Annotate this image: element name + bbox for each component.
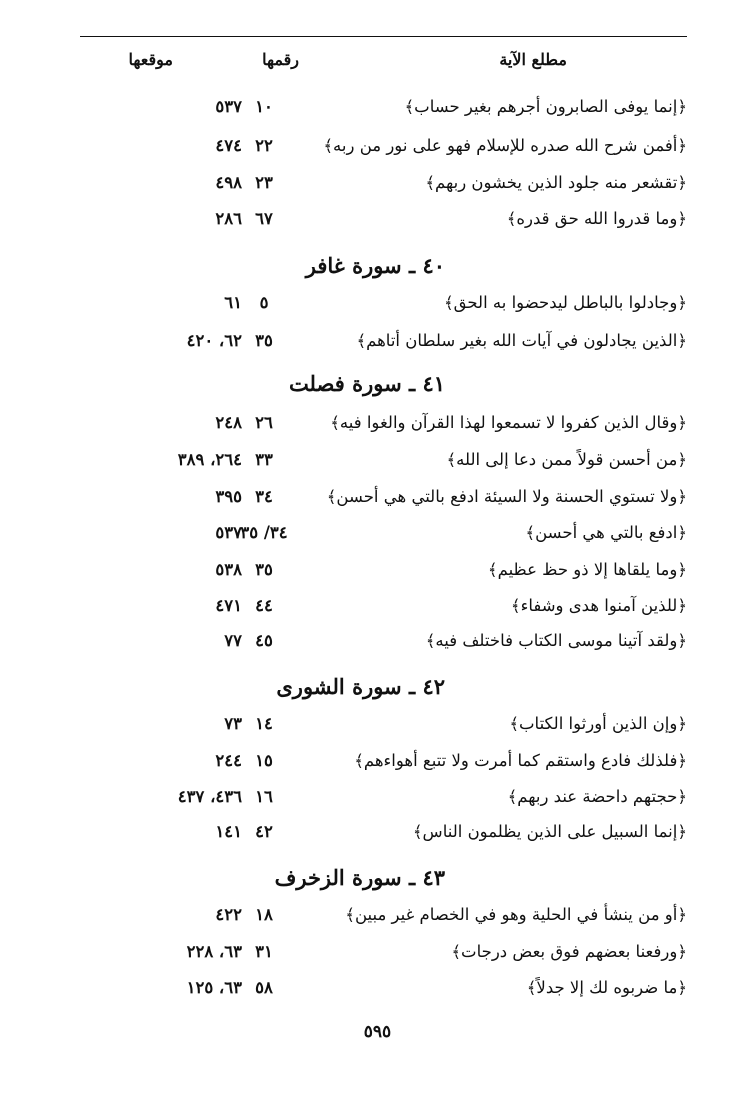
header-verse-label: مطلع الآية bbox=[499, 50, 567, 69]
verse-number: ٣٣ bbox=[255, 450, 273, 469]
table-row bbox=[80, 129, 687, 163]
table-row bbox=[80, 553, 687, 587]
page-location: ٤٣٦، ٤٣٧ bbox=[177, 787, 242, 806]
verse-opening: ﴿تقشعر منه جلود الذين يخشون ربهم﴾ bbox=[425, 173, 687, 192]
page-location: ٦٢، ٤٢٠ bbox=[186, 331, 242, 350]
page-location: ١٤١ bbox=[215, 822, 242, 841]
surah-title: ٤١ ـ سورة فصلت bbox=[288, 371, 445, 396]
verse-number: ٣٥ bbox=[255, 331, 273, 350]
verse-number: ٤٤ bbox=[255, 596, 273, 615]
page-location: ٥٣٧ bbox=[215, 97, 242, 116]
verse-opening: ﴿إنما السبيل على الذين يظلمون الناس﴾ bbox=[412, 822, 687, 841]
page-location: ٢٤٤ bbox=[215, 751, 242, 770]
verse-number: ١٦ bbox=[255, 787, 273, 806]
verse-number: ٣٤ bbox=[255, 487, 273, 506]
verse-number: ٣١ bbox=[255, 942, 273, 961]
table-row bbox=[80, 624, 687, 658]
page-location: ٢٤٨ bbox=[215, 413, 242, 432]
verse-number: ٣٥ bbox=[255, 560, 273, 579]
verse-opening: ﴿إنما يوفى الصابرون أجرهم بغير حساب﴾ bbox=[404, 97, 687, 116]
verse-opening: ﴿وإن الذين أورثوا الكتاب﴾ bbox=[509, 714, 687, 733]
table-row bbox=[80, 815, 687, 849]
verse-opening: ﴿أو من ينشأ في الحلية وهو في الخصام غير مبين﴾ bbox=[345, 905, 687, 924]
page-location: ٧٣ bbox=[224, 714, 242, 733]
table-row bbox=[80, 707, 687, 741]
page-location: ٢٦٤، ٣٨٩ bbox=[177, 450, 242, 469]
verse-number: ٢٣ bbox=[255, 173, 273, 192]
verse-number: ٤٢ bbox=[255, 822, 273, 841]
table-row bbox=[80, 324, 687, 358]
verse-number: ٥٨ bbox=[255, 978, 273, 997]
verse-number: ١٨ bbox=[255, 905, 273, 924]
surah-title: ٤٠ ـ سورة غافر bbox=[305, 253, 445, 278]
table-row bbox=[80, 744, 687, 778]
verse-opening: ﴿أفمن شرح الله صدره للإسلام فهو على نور من ربه﴾ bbox=[323, 136, 687, 155]
verse-opening: ﴿وقال الذين كفروا لا تسمعوا لهذا القرآن والغوا فيه﴾ bbox=[330, 413, 687, 432]
page-location: ٤٧٤ bbox=[215, 136, 242, 155]
page-location: ٤٧١ bbox=[215, 596, 242, 615]
verse-opening: ﴿ورفعنا بعضهم فوق بعض درجات﴾ bbox=[451, 942, 687, 961]
verse-opening: ﴿فلذلك فادع واستقم كما أمرت ولا تتبع أهواءهم﴾ bbox=[354, 751, 687, 770]
page-location: ٦١ bbox=[224, 293, 242, 312]
verse-opening: ﴿وما قدروا الله حق قدره﴾ bbox=[506, 209, 687, 228]
page-location: ٢٨٦ bbox=[215, 209, 242, 228]
verse-number: ٢٦ bbox=[255, 413, 273, 432]
page-location: ٣٩٥ bbox=[215, 487, 242, 506]
page-location: ٤٢٢ bbox=[215, 905, 242, 924]
page-location: ٤٩٨ bbox=[215, 173, 242, 192]
table-row bbox=[80, 90, 687, 124]
page-location: ٦٣، ١٢٥ bbox=[186, 978, 242, 997]
table-row bbox=[80, 516, 687, 550]
surah-title: ٤٢ ـ سورة الشورى bbox=[276, 674, 445, 699]
verse-opening: ﴿الذين يجادلون في آيات الله بغير سلطان أتاهم﴾ bbox=[356, 331, 687, 350]
page-location: ٦٣، ٢٢٨ bbox=[186, 942, 242, 961]
verse-opening: ﴿ما ضربوه لك إلا جدلاً﴾ bbox=[526, 978, 687, 997]
verse-opening: ﴿وجادلوا بالباطل ليدحضوا به الحق﴾ bbox=[443, 293, 687, 312]
surah-heading bbox=[80, 858, 687, 898]
verse-number: ١٤ bbox=[255, 714, 273, 733]
header-location-label: موقعها bbox=[128, 50, 173, 69]
verse-opening: ﴿حجتهم داحضة عند ربهم﴾ bbox=[507, 787, 687, 806]
verse-number: ١٥ bbox=[255, 751, 273, 770]
verse-number: ٤٥ bbox=[255, 631, 273, 650]
table-row bbox=[80, 589, 687, 623]
page-location: ٥٣٨ bbox=[215, 560, 242, 579]
verse-number: ٢٢ bbox=[255, 136, 273, 155]
verse-opening: ﴿ولقد آتينا موسى الكتاب فاختلف فيه﴾ bbox=[425, 631, 687, 650]
page-location: ٧٧ bbox=[224, 631, 242, 650]
surah-heading bbox=[80, 667, 687, 707]
table-row bbox=[80, 443, 687, 477]
verse-number: ٣٤/ ٣٥ bbox=[240, 523, 288, 542]
table-row bbox=[80, 406, 687, 440]
surah-heading bbox=[80, 364, 687, 404]
verse-opening: ﴿للذين آمنوا هدى وشفاء﴾ bbox=[510, 596, 687, 615]
verse-opening: ﴿ادفع بالتي هي أحسن﴾ bbox=[525, 523, 687, 542]
table-row bbox=[80, 898, 687, 932]
verse-number: ٦٧ bbox=[255, 209, 273, 228]
table-header bbox=[80, 50, 687, 80]
surah-heading bbox=[80, 246, 687, 286]
verse-opening: ﴿وما يلقاها إلا ذو حظ عظيم﴾ bbox=[487, 560, 687, 579]
table-row bbox=[80, 480, 687, 514]
top-rule bbox=[80, 36, 687, 37]
verse-number: ١٠ bbox=[255, 97, 273, 116]
page-location: ٥٣٧ bbox=[215, 523, 242, 542]
table-row bbox=[80, 935, 687, 969]
table-row bbox=[80, 971, 687, 1005]
verse-opening: ﴿من أحسن قولاً ممن دعا إلى الله﴾ bbox=[446, 450, 687, 469]
verse-opening: ﴿ولا تستوي الحسنة ولا السيئة ادفع بالتي هي أحسن﴾ bbox=[326, 487, 687, 506]
table-row bbox=[80, 780, 687, 814]
header-number-label: رقمها bbox=[262, 50, 299, 69]
page-number: ٥٩٥ bbox=[363, 1022, 392, 1042]
surah-title: ٤٣ ـ سورة الزخرف bbox=[274, 865, 445, 890]
table-row bbox=[80, 202, 687, 236]
verse-number: ٥ bbox=[259, 293, 269, 312]
table-row bbox=[80, 166, 687, 200]
table-row bbox=[80, 286, 687, 320]
